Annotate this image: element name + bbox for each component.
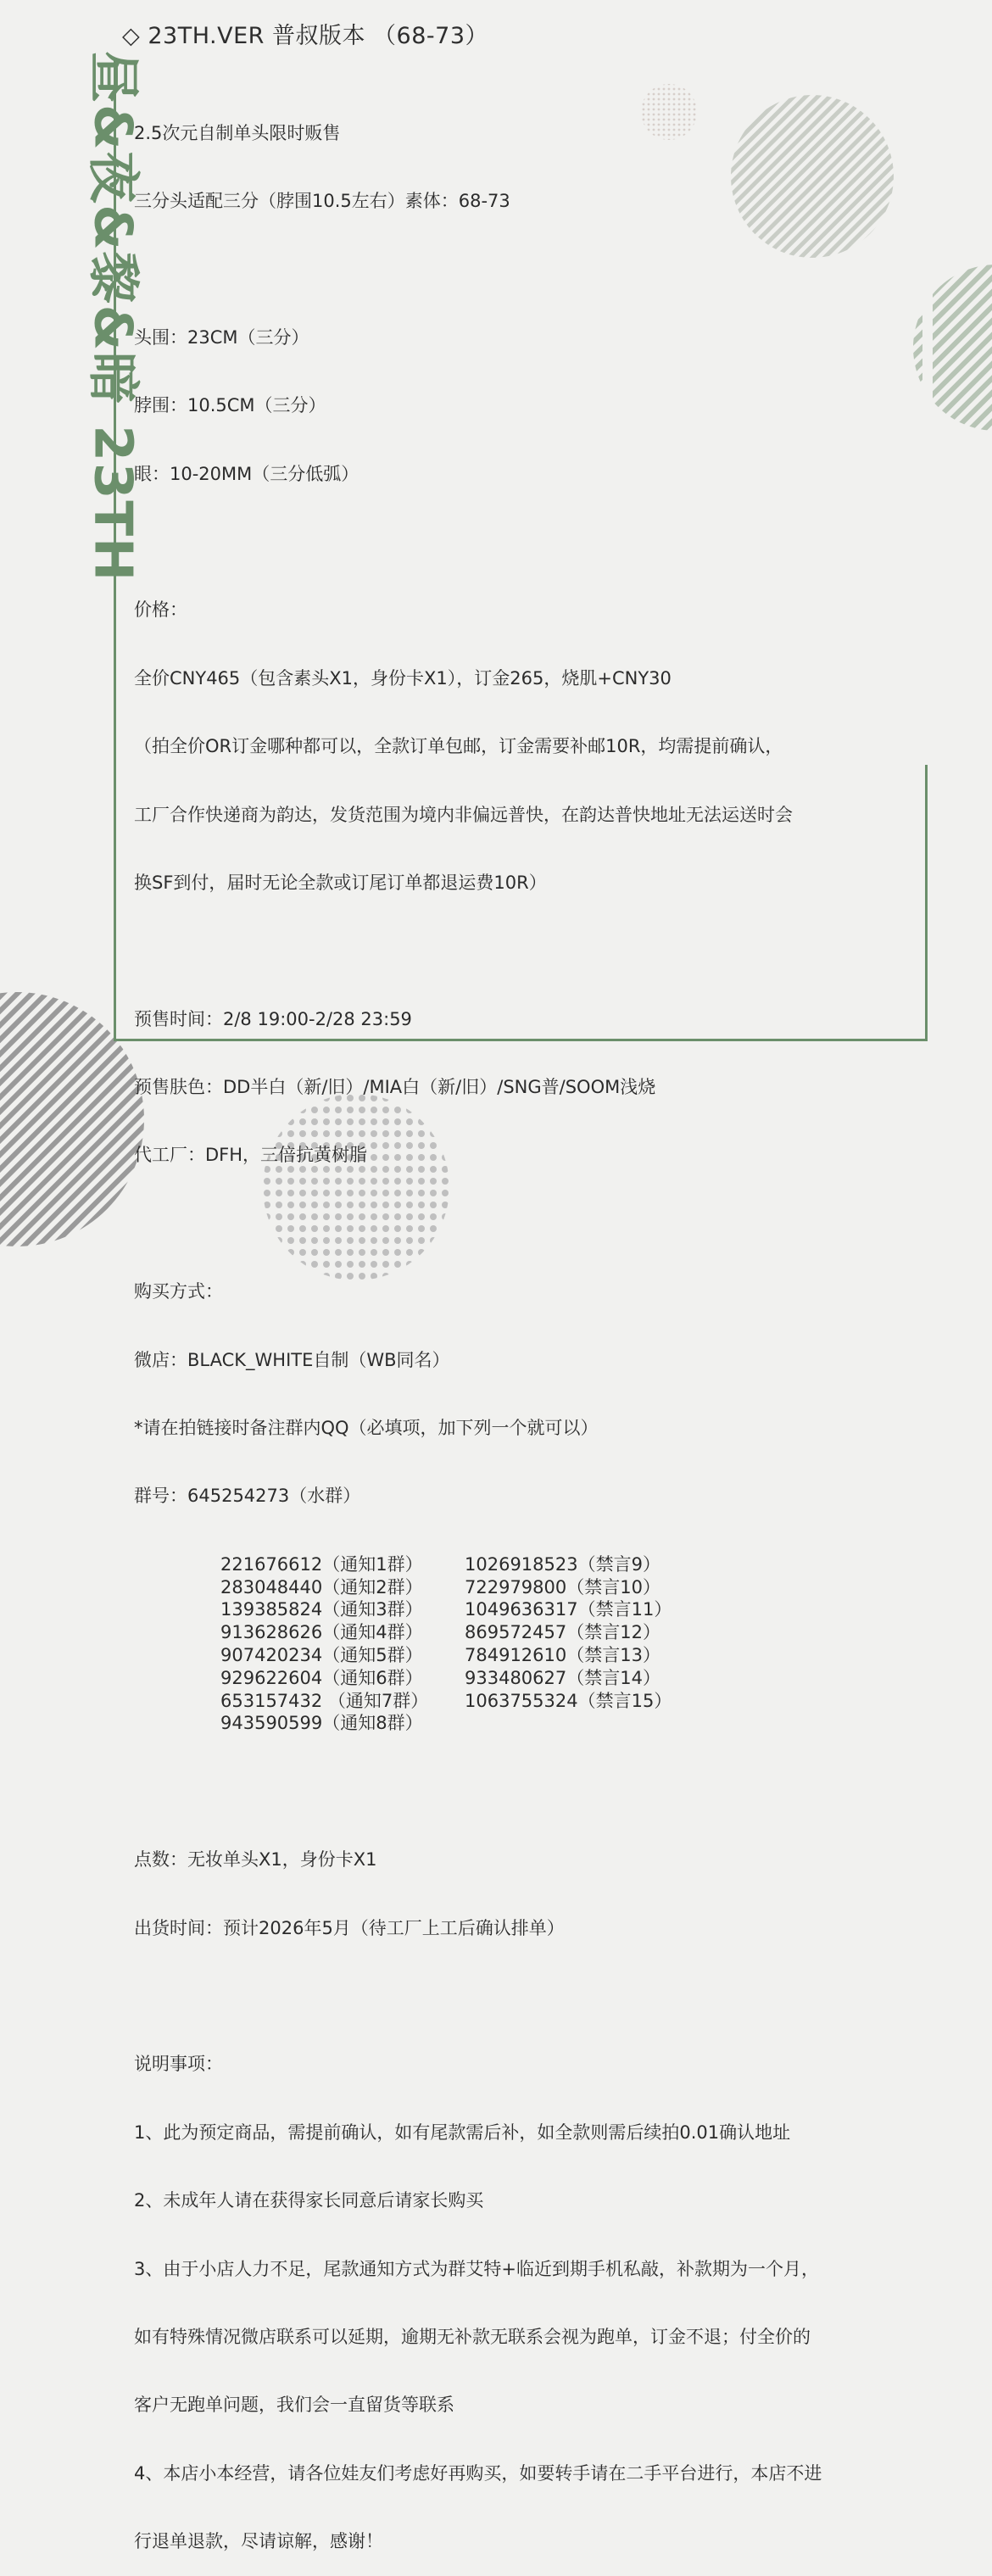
side-title xyxy=(34,51,143,636)
group-left-7: 653157432 （通知7群） xyxy=(220,1690,429,1711)
note-7: 行退单退款，尽请谅解，感谢！ xyxy=(134,2531,383,2552)
spec-head: 头围：23CM（三分） xyxy=(134,326,309,348)
group-main: 群号：645254273（水群） xyxy=(134,1486,361,1507)
group-left-4: 913628626（通知4群） xyxy=(220,1622,423,1643)
page-title: ◇ 23TH.VER 普叔版本 （68-73） xyxy=(122,23,489,49)
note-1: 1、此为预定商品，需提前确认，如有尾款需后补，如全款则需后续拍0.01确认地址 xyxy=(134,2122,791,2143)
group-list xyxy=(220,1553,897,1735)
presale-skin: 预售肤色：DD半白（新/旧）/MIA白（新/旧）/SNG普/SOOM浅烧 xyxy=(134,1077,656,1098)
notes-label: 说明事项： xyxy=(134,2054,223,2075)
shipping-points: 点数：无妆单头X1，身份卡X1 xyxy=(134,1849,377,1871)
note-5: 客户无跑单问题，我们会一直留货等联系 xyxy=(134,2395,454,2416)
presale-factory: 代工厂：DFH，三倍抗黄树脂 xyxy=(134,1145,368,1166)
group-left-2: 283048440（通知2群） xyxy=(220,1576,423,1597)
price-line-4: 换SF到付，届时无论全款或订尾订单都退运费10R） xyxy=(134,872,547,893)
spec-eye: 眼：10-20MM（三分低弧） xyxy=(134,463,359,484)
group-left-3: 139385824（通知3群） xyxy=(220,1599,423,1620)
note-6: 4、本店小本经营，请各位娃友们考虑好再购买，如要转手请在二手平台进行，本店不进 xyxy=(134,2462,822,2484)
group-left-6: 929622604（通知6群） xyxy=(220,1667,423,1688)
side-title-text: 昼&夜&黎&暗 23TH xyxy=(82,51,143,583)
group-right-1: 1026918523（禁言9） xyxy=(465,1553,660,1575)
spec-neck: 脖围：10.5CM（三分） xyxy=(134,395,326,416)
intro-line-1: 2.5次元自制单头限时贩售 xyxy=(134,122,341,143)
group-right-2: 722979800（禁言10） xyxy=(465,1576,660,1597)
group-left-8: 943590599（通知8群） xyxy=(220,1713,423,1734)
content xyxy=(134,76,897,2576)
note-4: 如有特殊情况微店联系可以延期，逾期无补款无联系会视为跑单，订金不退；付全价的 xyxy=(134,2326,811,2347)
price-line-2: （拍全价OR订金哪种都可以，全款订单包邮，订金需要补邮10R，均需提前确认， xyxy=(134,736,783,757)
purchase-note: *请在拍链接时备注群内QQ（必填项，加下列一个就可以） xyxy=(134,1418,599,1439)
group-left-5: 907420234（通知5群） xyxy=(220,1644,423,1665)
price-label: 价格： xyxy=(134,599,187,621)
purchase-shop: 微店：BLACK_WHITE自制（WB同名） xyxy=(134,1349,450,1370)
group-right-3: 1049636317（禁言11） xyxy=(465,1599,672,1620)
group-left-1: 221676612（通知1群） xyxy=(220,1553,423,1575)
group-right-6: 933480627（禁言14） xyxy=(465,1667,660,1688)
note-2: 2、未成年人请在获得家长同意后请家长购买 xyxy=(134,2190,484,2211)
shipping-time: 出货时间：预计2026年5月（待工厂上工后确认排单） xyxy=(134,1917,565,1938)
note-3: 3、由于小店人力不足，尾款通知方式为群艾特+临近到期手机私敲，补款期为一个月， xyxy=(134,2258,819,2279)
intro-line-2: 三分头适配三分（脖围10.5左右）素体：68-73 xyxy=(134,190,510,211)
frame-gap xyxy=(922,51,933,765)
purchase-label: 购买方式： xyxy=(134,1281,223,1302)
group-right-5: 784912610（禁言13） xyxy=(465,1644,660,1665)
price-line-1: 全价CNY465（包含素头X1，身份卡X1），订金265，烧肌+CNY30 xyxy=(134,667,672,689)
presale-time: 预售时间：2/8 19:00-2/28 23:59 xyxy=(134,1008,412,1029)
group-right-4: 869572457（禁言12） xyxy=(465,1622,660,1643)
price-line-3: 工厂合作快递商为韵达，发货范围为境内非偏远普快，在韵达普快地址无法运送时会 xyxy=(134,804,793,825)
group-right-7: 1063755324（禁言15） xyxy=(465,1690,672,1711)
